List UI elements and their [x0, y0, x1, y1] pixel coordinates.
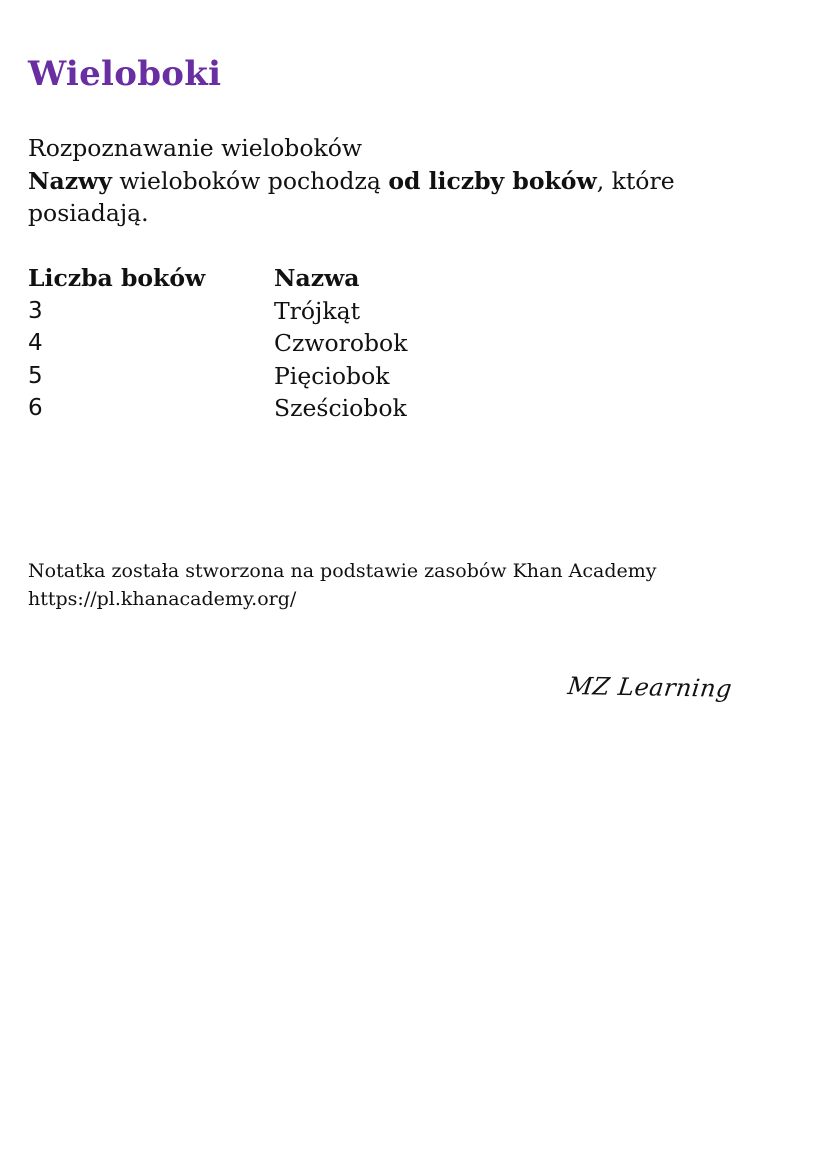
intro-text	[28, 132, 788, 230]
header-sides-count: Liczba boków	[28, 264, 206, 292]
header-polygon-name: Nazwa	[274, 264, 360, 292]
sides-cell: 6	[28, 395, 43, 421]
sides-cell: 5	[28, 362, 43, 389]
source-note-text: Notatka została stworzona na podstawie zasobów Khan Academy	[28, 560, 657, 582]
source-note	[28, 557, 808, 613]
intro-end: , które posiadają.	[28, 166, 675, 227]
polygon-names-table	[28, 262, 407, 425]
sides-cell: 4	[28, 330, 43, 356]
name-cell: Czworobok	[274, 329, 408, 357]
name-cell: Sześciobok	[274, 394, 407, 422]
table-header-row	[28, 262, 407, 295]
sides-cell: 3	[28, 297, 43, 324]
intro-subtitle: Rozpoznawanie wieloboków	[28, 134, 362, 162]
table-row	[28, 360, 407, 393]
name-cell: Pięciobok	[274, 361, 390, 390]
intro-bold-mid: od liczby boków	[388, 166, 597, 195]
intro-sentence	[28, 165, 788, 230]
source-url: https://pl.khanacademy.org/	[28, 588, 297, 610]
table-row	[28, 327, 407, 360]
signature: MZ Learning	[566, 672, 734, 703]
table-row	[28, 392, 407, 425]
table-row	[28, 295, 407, 328]
name-cell: Trójkąt	[274, 296, 361, 325]
intro-bold-start: Nazwy	[28, 166, 112, 195]
intro-middle: wieloboków pochodzą	[111, 166, 389, 195]
page-title: Wieloboki	[28, 54, 222, 94]
